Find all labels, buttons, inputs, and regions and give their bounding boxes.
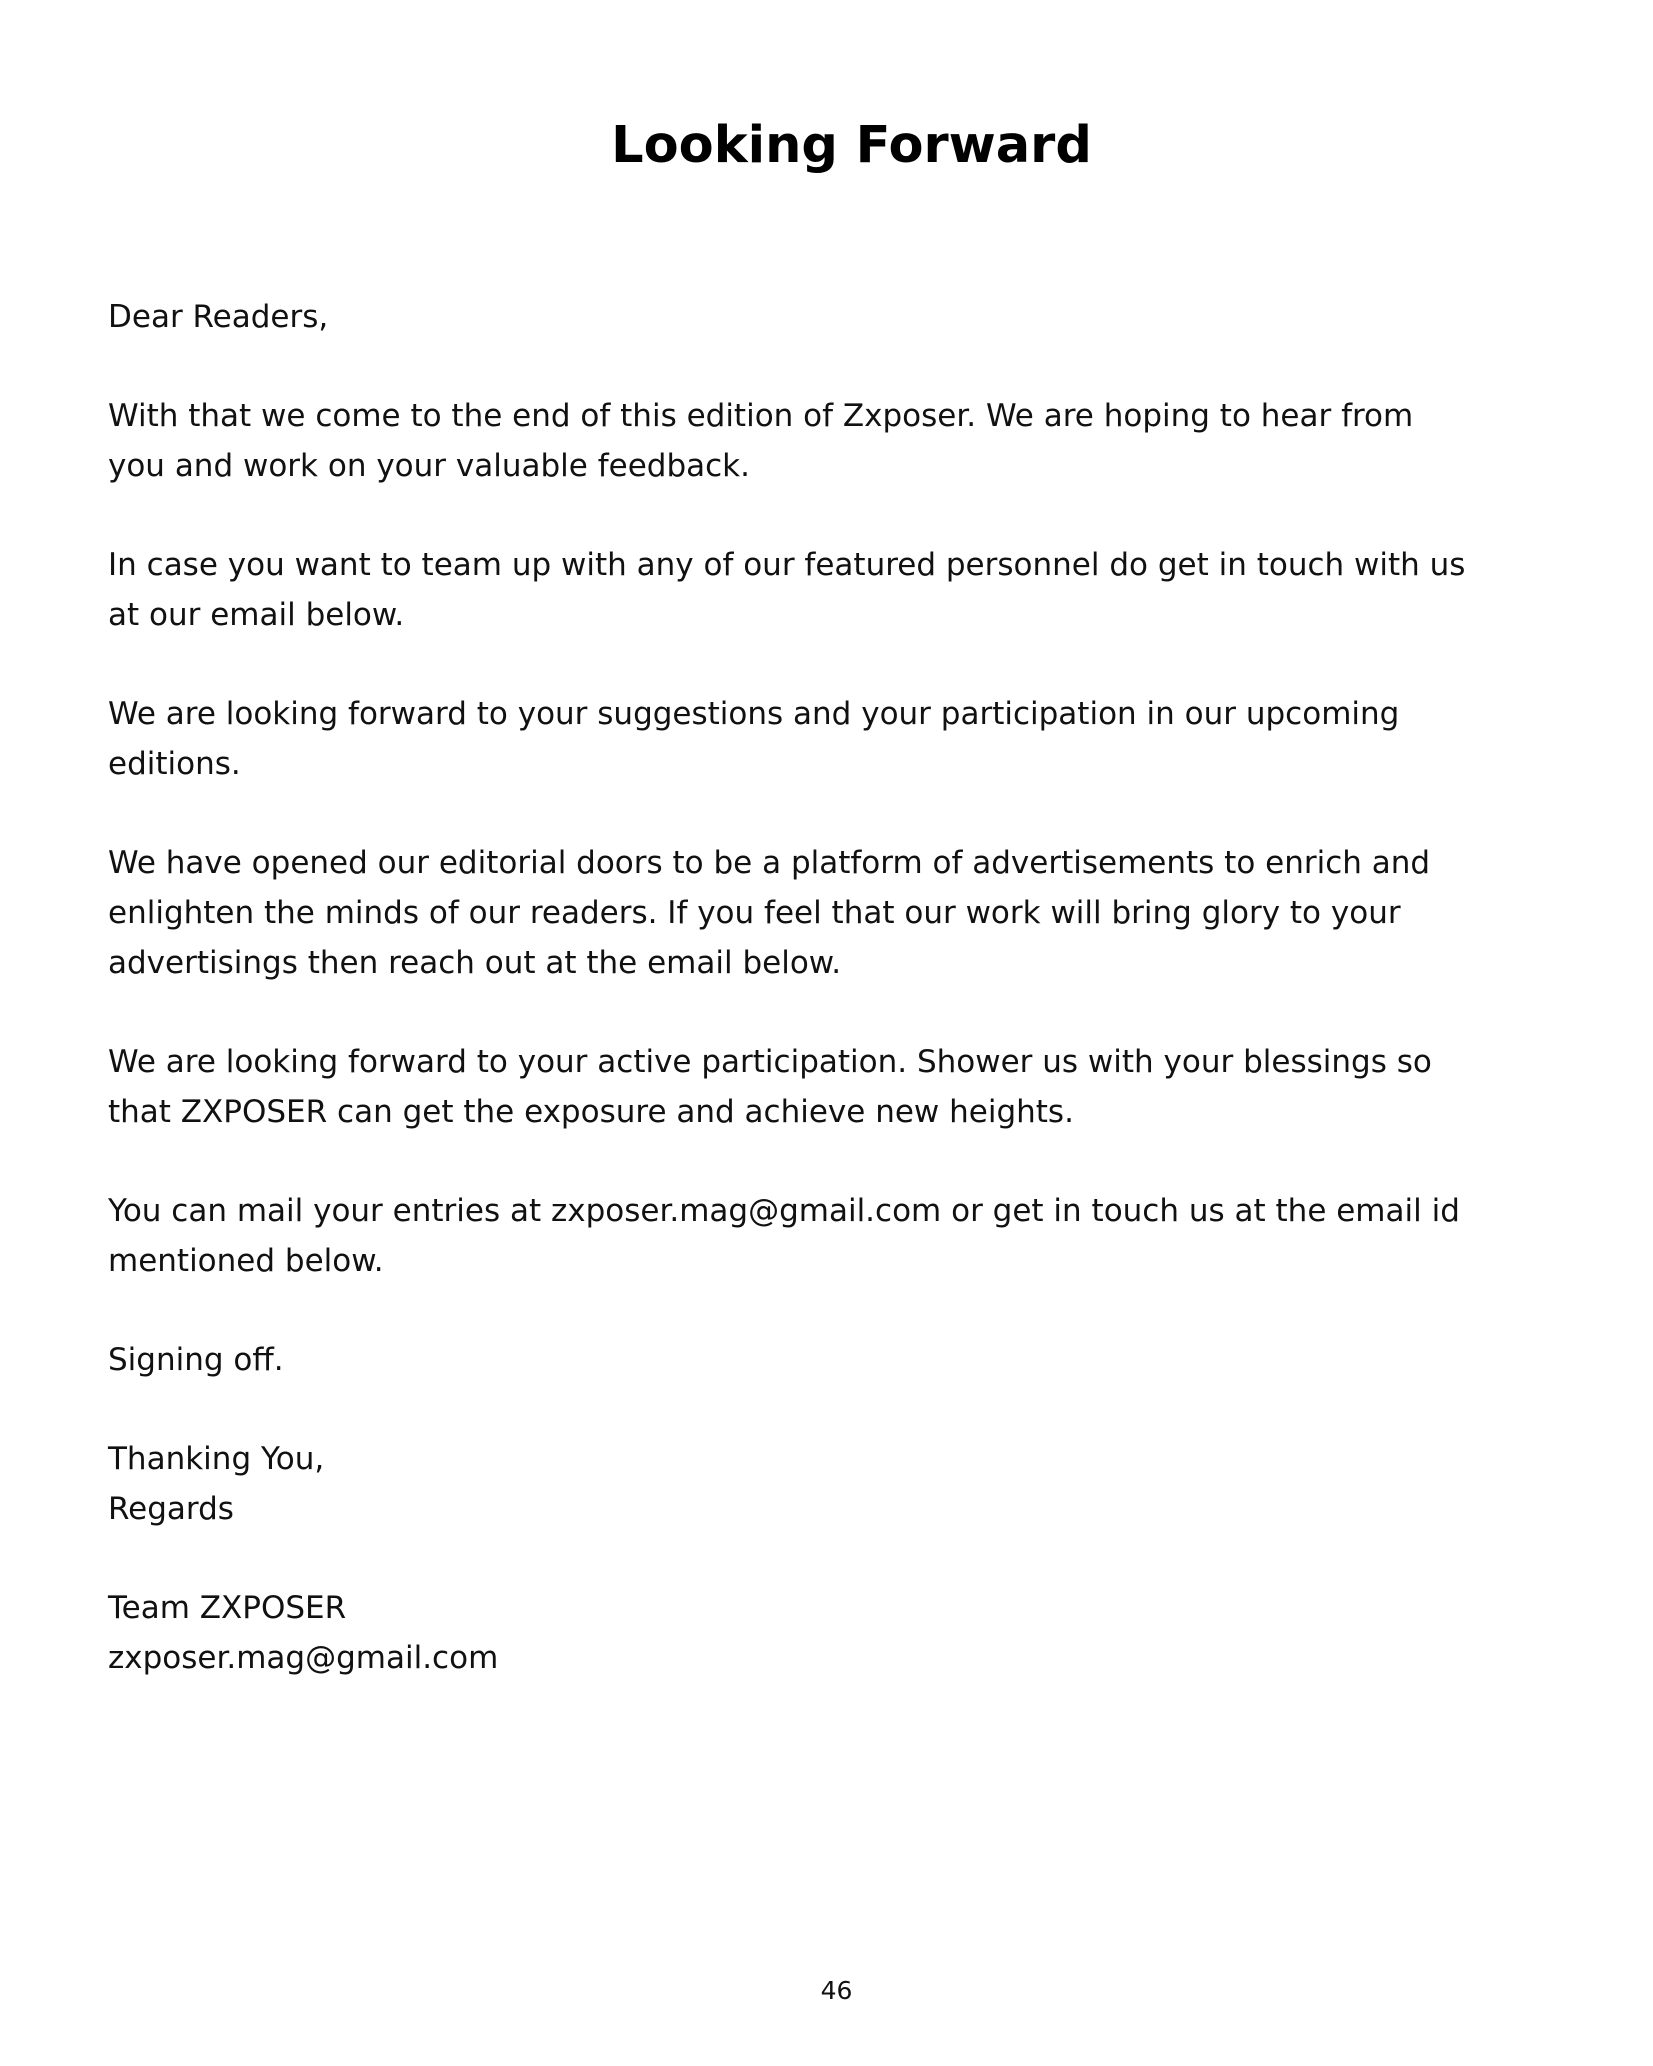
paragraph-line: you and work on your valuable feedback. [108, 448, 750, 484]
signature [108, 1583, 1558, 1683]
paragraph-line: We are looking forward to your active participation. Shower us with your blessings so [108, 1044, 1432, 1080]
page-title: Looking Forward [611, 116, 1092, 175]
paragraph-line: advertisings then reach out at the email below. [108, 945, 842, 981]
paragraph-line: at our email below. [108, 597, 405, 633]
paragraph-line: In case you want to team up with any of our featured personnel do get in touch with us [108, 547, 1466, 583]
paragraph-line: You can mail your entries at zxposer.mag@gmail.com or get in touch us at the email id [108, 1193, 1460, 1229]
signing-off-line: Signing off. [108, 1342, 284, 1378]
paragraph-line: editions. [108, 746, 241, 782]
paragraph-line: that ZXPOSER can get the exposure and achieve new heights. [108, 1094, 1074, 1130]
paragraph-mail-entries [108, 1186, 1558, 1286]
salutation [108, 292, 1558, 342]
closing-regards: Regards [108, 1491, 234, 1527]
salutation-line: Dear Readers, [108, 299, 329, 335]
paragraph-line: With that we come to the end of this edition of Zxposer. We are hoping to hear from [108, 398, 1414, 434]
letter-body [108, 292, 1558, 1732]
paragraph-suggestions [108, 689, 1558, 789]
paragraph-participation [108, 1037, 1558, 1137]
paragraph-line: mentioned below. [108, 1243, 384, 1279]
signing-off [108, 1335, 1558, 1385]
closing [108, 1434, 1558, 1534]
paragraph-end-of-edition [108, 391, 1558, 491]
signature-team: Team ZXPOSER [108, 1590, 347, 1626]
page-number: 46 [820, 1976, 853, 2005]
paragraph-line: enlighten the minds of our readers. If you feel that our work will bring glory to your [108, 895, 1401, 931]
paragraph-advertisements [108, 838, 1558, 988]
paragraph-line: We are looking forward to your suggestions and your participation in our upcoming [108, 696, 1400, 732]
paragraph-line: We have opened our editorial doors to be a platform of advertisements to enrich and [108, 845, 1431, 881]
signature-email: zxposer.mag@gmail.com [108, 1640, 499, 1676]
paragraph-team-up [108, 540, 1558, 640]
closing-thanks: Thanking You, [108, 1441, 325, 1477]
